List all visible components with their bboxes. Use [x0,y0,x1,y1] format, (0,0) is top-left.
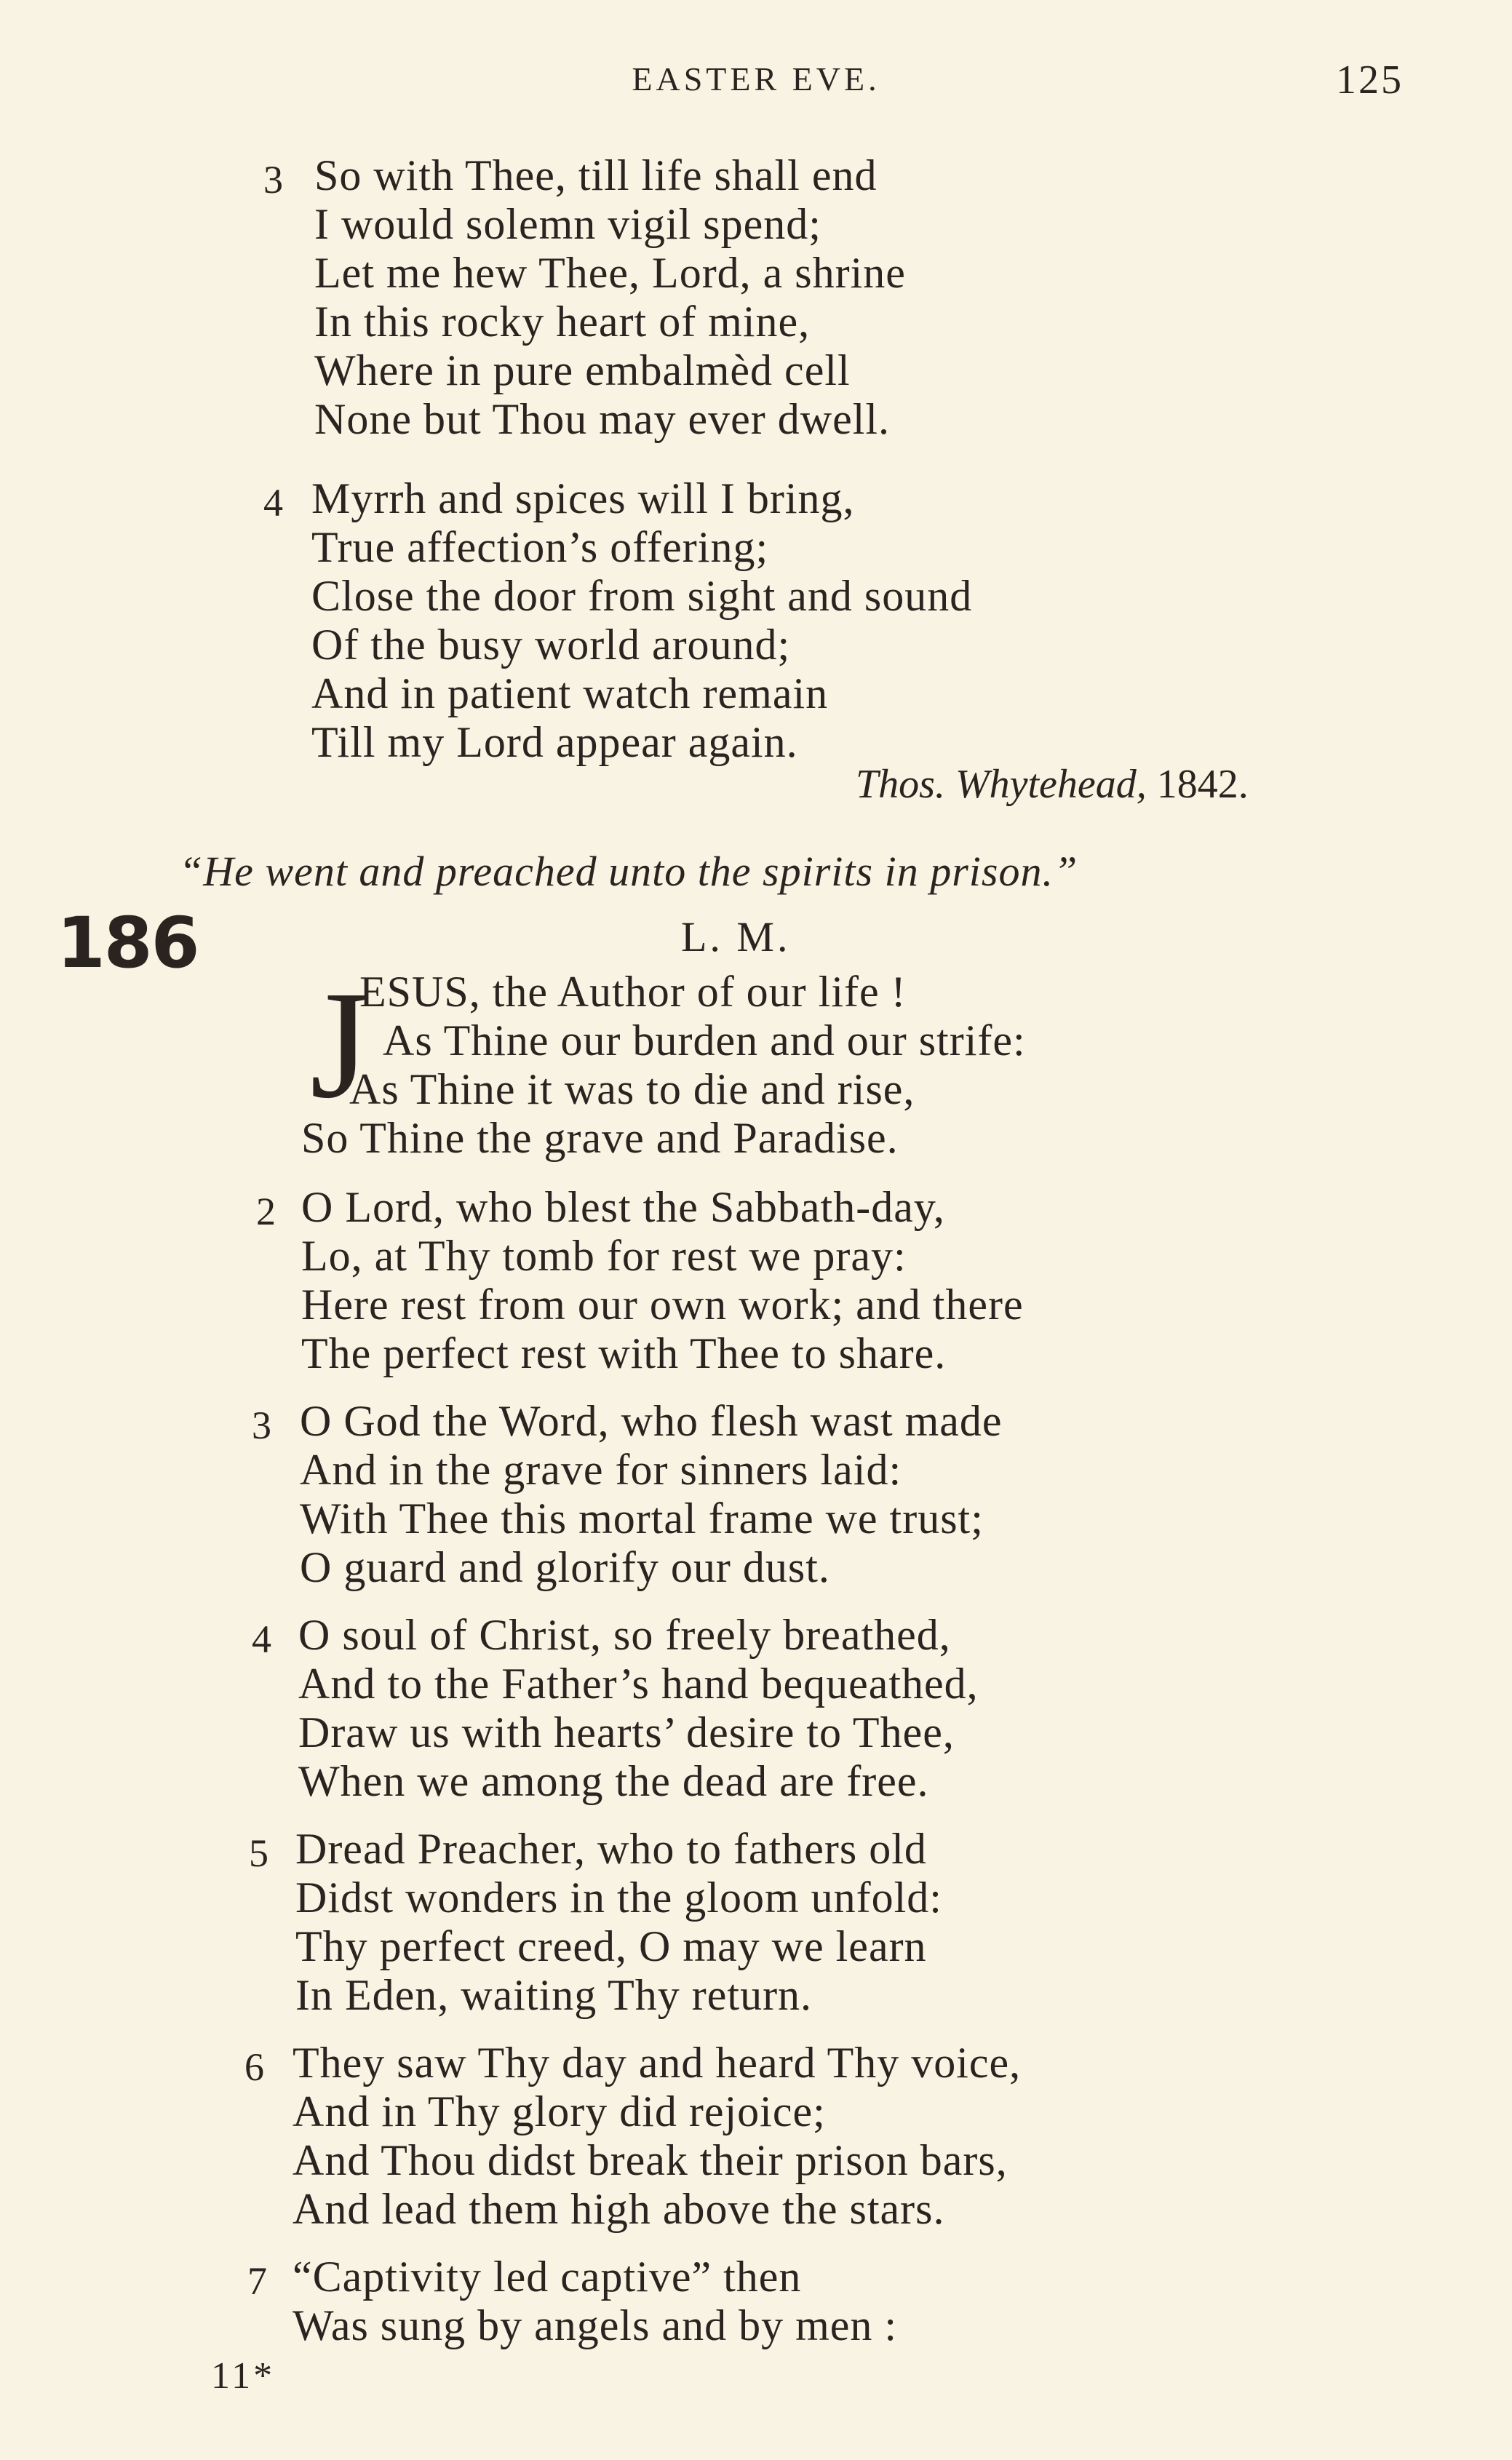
verse-line: Where in pure embalmèd cell [314,346,851,394]
page-number: 125 [1336,57,1404,103]
stanza-number: 7 [247,2259,267,2303]
hymn-meter: L. M. [681,913,791,960]
verse-line: Didst wonders in the gloom unfold: [295,1874,942,1922]
verse-line: True affection’s offering; [311,523,769,571]
verse-line: As Thine our burden and our strife: [383,1016,1026,1064]
verse-line: Close the door from sight and sound [311,572,973,620]
verse-line: And in patient watch remain [311,669,829,717]
verse-line: As Thine it was to die and rise, [349,1065,915,1113]
stanza-number: 3 [263,158,283,202]
verse-line: In Eden, waiting Thy return. [295,1971,813,2019]
verse-line: With Thee this mortal frame we trust; [300,1494,984,1543]
verse-line: Of the busy world around; [311,621,791,669]
verse-line: O soul of Christ, so freely breathed, [298,1611,951,1659]
verse-line: Here rest from our own work; and there [301,1281,1024,1329]
verse-line: Was sung by angels and by men : [293,2301,898,2349]
drop-cap: J [310,959,370,1130]
stanza-number: 3 [252,1404,271,1447]
stanza-number: 2 [256,1190,276,1233]
verse-line: ESUS, the Author of our life ! [359,968,907,1016]
hymn-number: 186 [57,902,199,984]
hymn-epigraph: “He went and preached unto the spirits in prison.” [179,848,1078,895]
verse-line: Lo, at Thy tomb for rest we pray: [301,1232,907,1280]
verse-line: Let me hew Thee, Lord, a shrine [314,249,906,297]
verse-line: Draw us with hearts’ desire to Thee, [298,1708,955,1756]
hymn-attribution [856,761,1249,808]
stanza-number: 5 [249,1831,268,1875]
verse-line: And Thou didst break their prison bars, [293,2136,1008,2184]
verse-line: Myrrh and spices will I bring, [311,474,855,522]
running-title: EASTER EVE. [632,60,880,97]
verse-line: O God the Word, who flesh wast made [300,1397,1003,1445]
verse-line: O guard and glorify our dust. [300,1543,830,1591]
author-name: Thos. Whytehead, [856,762,1147,807]
verse-line: When we among the dead are free. [298,1757,929,1805]
verse-line: They saw Thy day and heard Thy voice, [293,2039,1022,2087]
verse-line: In this rocky heart of mine, [314,298,811,346]
author-year: 1842. [1156,762,1249,807]
verse-line: So Thine the grave and Paradise. [301,1114,899,1162]
verse-line: And in Thy glory did rejoice; [293,2087,826,2135]
verse-line: Till my Lord appear again. [311,718,798,766]
stanza-number: 4 [263,481,283,525]
verse-line: “Captivity led captive” then [293,2253,802,2301]
verse-line: Thy perfect creed, O may we learn [295,1922,927,1970]
verse-line: So with Thee, till life shall end [314,151,878,199]
stanza-number: 6 [244,2045,264,2089]
hymn-stanza-1 [301,959,1026,1163]
signature-mark: 11* [211,2355,276,2397]
verse-line: And in the grave for sinners laid: [300,1446,902,1494]
stanza-number: 4 [252,1617,271,1661]
verse-line: I would solemn vigil spend; [314,200,821,248]
verse-line: And to the Father’s hand bequeathed, [298,1660,979,1708]
verse-line: Dread Preacher, who to fathers old [295,1825,927,1873]
verse-line: None but Thou may ever dwell. [314,395,891,443]
verse-line: O Lord, who blest the Sabbath-day, [301,1183,945,1231]
verse-line: The perfect rest with Thee to share. [301,1329,947,1377]
verse-line: And lead them high above the stars. [293,2185,945,2233]
